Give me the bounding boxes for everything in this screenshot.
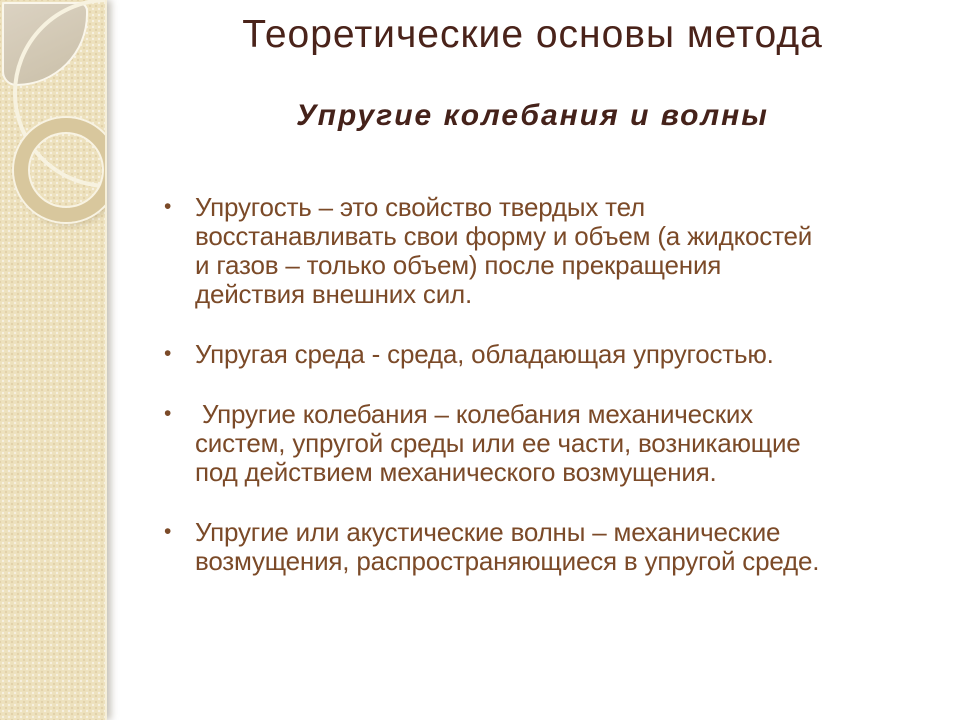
bullet-line: действия внешних сил. xyxy=(195,279,473,309)
bullet-line: под действием механического возмущения. xyxy=(195,457,717,487)
bullet-line: и газов – только объем) после прекращения xyxy=(195,250,722,280)
decorative-ring xyxy=(14,118,107,222)
bullet-line: Упругие колебания – колебания механических xyxy=(195,399,753,429)
bullet-item xyxy=(164,399,940,487)
bullet-item xyxy=(164,517,940,576)
bullet-list xyxy=(164,192,940,576)
bullet-icon: • xyxy=(164,520,172,543)
decorative-sidebar xyxy=(0,0,107,720)
bullet-line: восстанавливать свои форму и объем (а жидкостей xyxy=(195,221,813,251)
bullet-icon: • xyxy=(164,402,172,425)
bullet-line: систем, упругой среды или ее части, возникающие xyxy=(195,428,801,458)
bullet-icon: • xyxy=(164,195,172,218)
slide-title: Теоретические основы метода xyxy=(242,13,823,56)
bullet-item xyxy=(164,192,940,309)
bullet-line: возмущения, распространяющиеся в упругой среде. xyxy=(195,546,820,576)
bullet-line: Упругость – это свойство твердых тел xyxy=(195,192,645,222)
slide-subtitle: Упругие колебания и волны xyxy=(296,99,769,132)
slide-content xyxy=(105,0,960,607)
bullet-line: Упругие или акустические волны – механические xyxy=(195,517,781,547)
bullet-item xyxy=(164,339,940,369)
bullet-icon: • xyxy=(164,342,172,365)
bullet-line: Упругая среда - среда, обладающая упругостью. xyxy=(195,339,774,369)
